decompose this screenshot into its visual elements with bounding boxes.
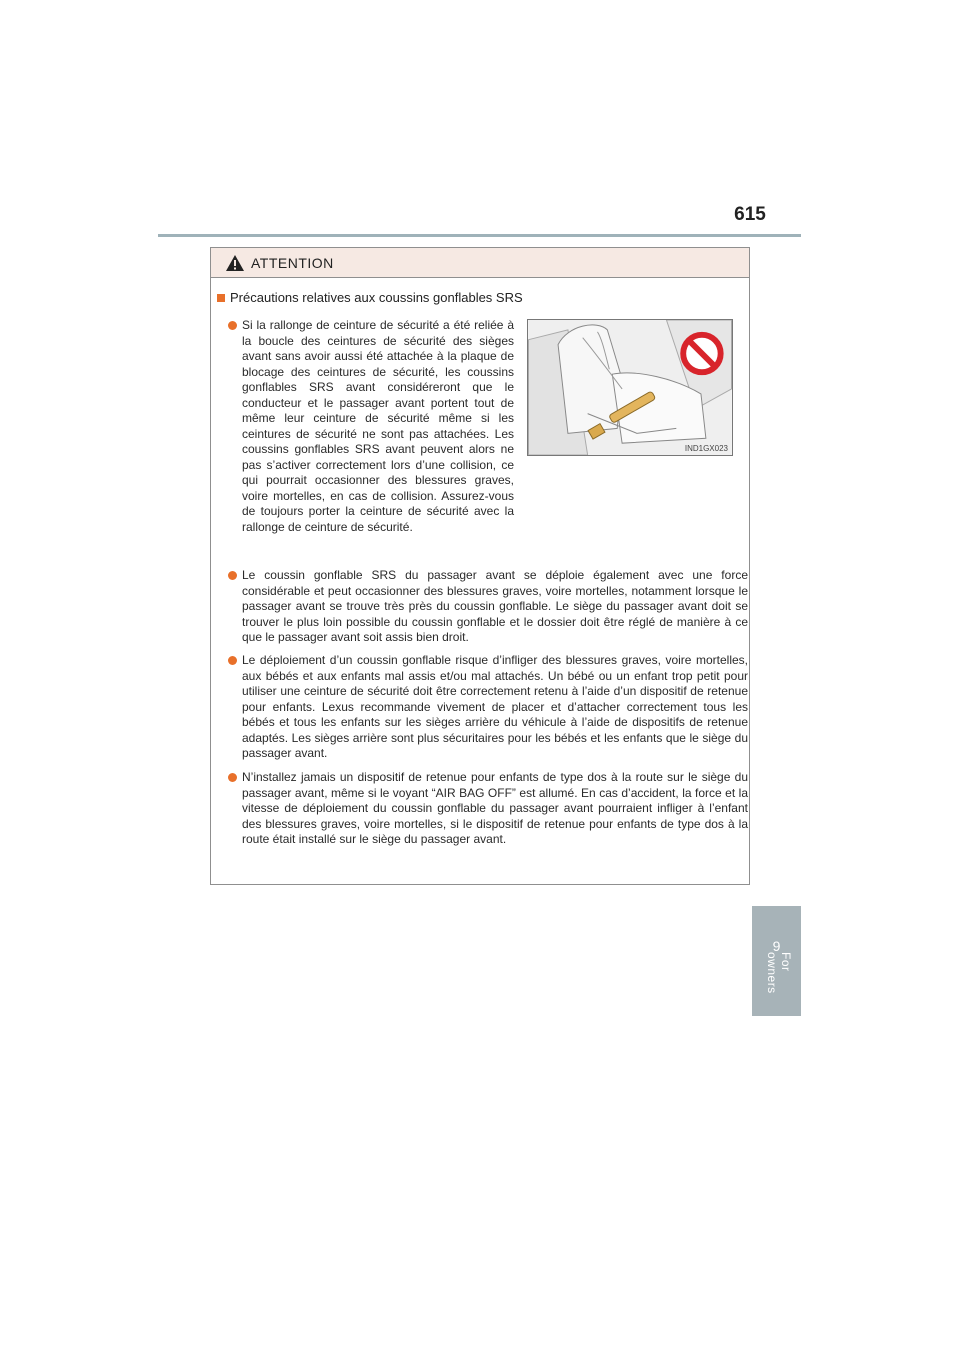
warning-item-text: N’installez jamais un dispositif de retenue pour enfants de type dos à la route sur le siège du passager avant, même si le voyant “AIR BAG OFF” est allumé. En cas d’accident, la force et la vitesse de déploiement du coussin gonflable du passager avant pourraient infliger à l’enfant des blessures graves, voire mortelles, si le dispositif de retenue pour enfants de type dos à la route était installé sur le siège du passager avant. — [242, 770, 748, 846]
bullet-icon — [228, 321, 237, 330]
warning-item — [228, 318, 514, 535]
page-number: 615 — [734, 204, 766, 225]
warning-triangle-icon — [225, 254, 245, 272]
warning-item-text: Si la rallonge de ceinture de sécurité a été reliée à la boucle des ceintures de sécurité des sièges avant sans avoir aussi été attachée à la plaque de blocage des ceintures de sécurité, les coussins gonflables SRS avant considéreront que le conducteur et le passager avant portent tout de même leur ceinture de sécurité même si les ceintures de sécurité ne sont pas attachées. Les coussins gonflables SRS avant peuvent alors ne pas s’activer correctement lors d’une collision, ce qui pourrait occasionner des blessures graves, voire mortelles, en cas de collision. Assurez-vous de toujours porter la ceinture de sécurité avec la rallonge de ceinture de sécurité. — [242, 318, 514, 534]
chapter-tab[interactable] — [752, 906, 801, 1016]
bullet-icon — [228, 656, 237, 665]
chapter-number: 9 — [772, 938, 781, 954]
warning-title: ATTENTION — [251, 254, 334, 271]
warning-header — [211, 248, 749, 278]
square-bullet-icon — [217, 294, 225, 302]
figure-code: IND1GX023 — [684, 444, 728, 453]
header-rule — [158, 234, 801, 237]
warning-item-text: Le coussin gonflable SRS du passager avant se déploie également avec une force considérable et peut occasionner des blessures graves, voire mortelles, notamment lorsque le passager avant se trouve très près du coussin gonflable. Le siège du passager avant doit se trouver le plus loin possible du coussin gonflable et le dossier doit être réglé de manière à ce que le passager avant soit assis bien droit. — [242, 568, 748, 644]
warning-item — [228, 653, 748, 762]
bullet-icon — [228, 571, 237, 580]
chapter-label: For owners — [765, 952, 793, 994]
seat-illustration-graphic — [528, 320, 732, 455]
section-title-text: Précautions relatives aux coussins gonflables SRS — [230, 290, 523, 305]
illustration-seatbelt-extender — [527, 319, 733, 456]
section-title — [217, 290, 523, 305]
warning-item — [228, 770, 748, 848]
warning-box — [210, 247, 750, 885]
warning-item-text: Le déploiement d’un coussin gonflable risque d’infliger des blessures graves, voire mortelles, aux bébés et aux enfants mal assis et/ou mal attachés. Un bébé ou un enfant trop petit pour utiliser une ceinture de sécurité doit être correctement retenu à l’aide d’un dispositif de retenue pour enfants. Lexus recommande vivement de placer et d’attacher correctement tous les bébés et tous les enfants sur les sièges arrière du véhicule à l’aide de dispositifs de retenue adaptés. Les sièges arrière sont plus sécuritaires pour les bébés et les enfants que le siège du passager avant. — [242, 653, 748, 760]
bullet-icon — [228, 773, 237, 782]
warning-item — [228, 568, 748, 646]
